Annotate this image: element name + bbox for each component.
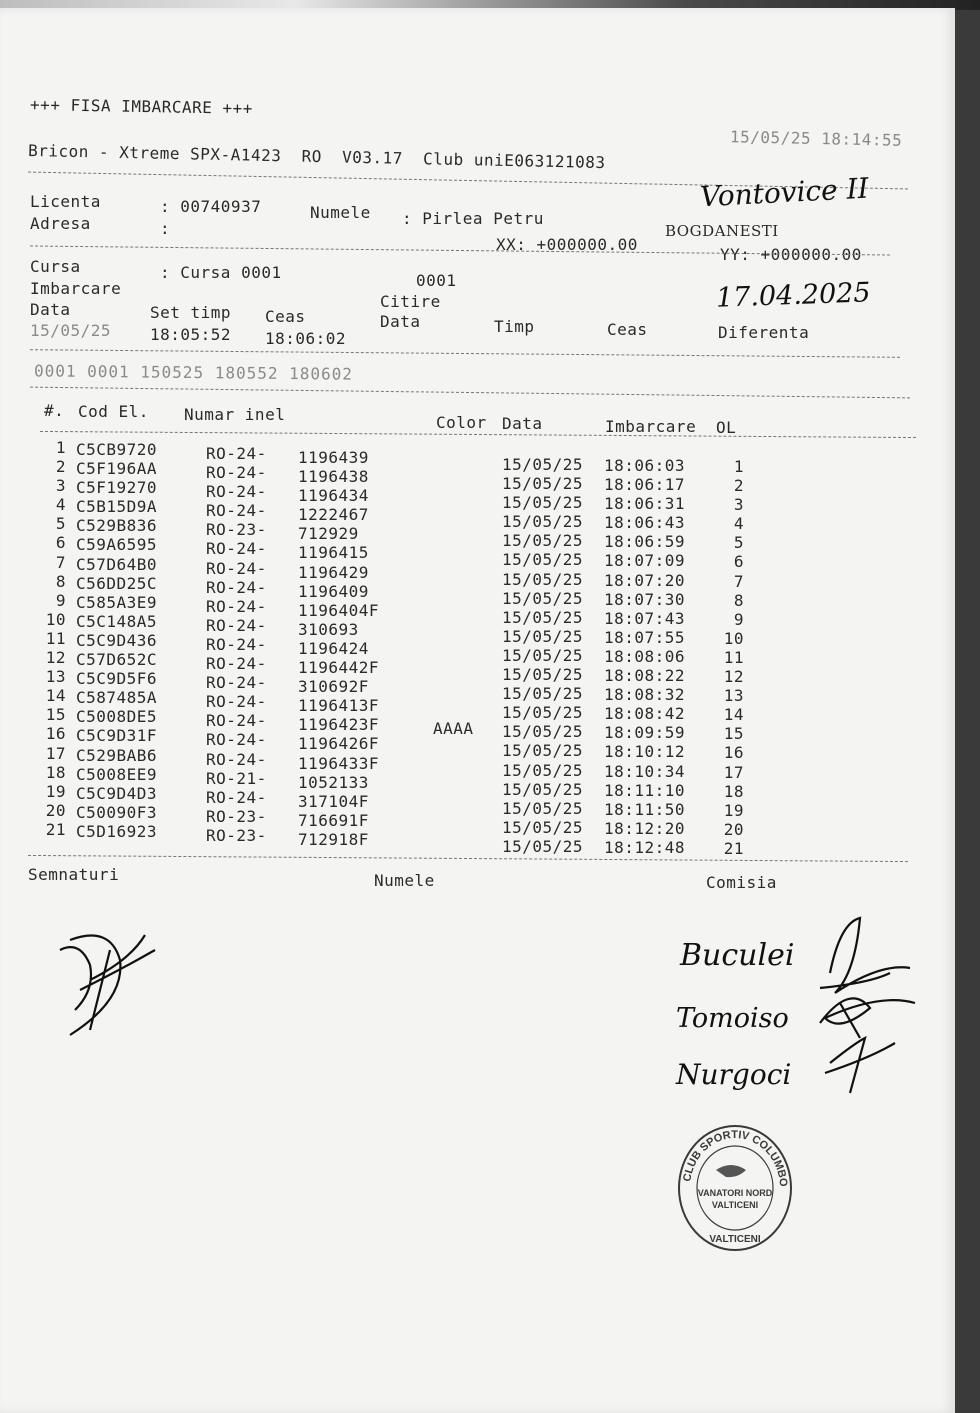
row-ol: 1: [733, 457, 744, 476]
row-imbarcare: 18:10:12: [604, 742, 686, 762]
row-prefix: RO-24-: [206, 634, 267, 654]
col-inel-header: Numar inel: [184, 405, 286, 424]
row-prefix: RO-24-: [206, 596, 267, 616]
row-imbarcare: 18:07:30: [604, 589, 686, 609]
document-title: +++ FISA IMBARCARE +++: [29, 95, 254, 118]
row-ol: 11: [723, 647, 744, 667]
row-ol: 6: [733, 552, 744, 572]
set-timp-label: Set timp: [150, 303, 232, 322]
row-inel: 1052133: [298, 772, 369, 792]
row-data: 15/05/25: [502, 779, 584, 799]
row-cod: C57D64B0: [76, 554, 158, 574]
row-cod: C585A3E9: [76, 592, 158, 612]
row-prefix: RO-23-: [206, 520, 267, 540]
row-inel: 1196438: [298, 467, 369, 487]
row-ol: 13: [723, 686, 744, 706]
row-inel: 1196424: [298, 638, 369, 658]
citire-data-label: Data: [380, 312, 421, 331]
row-inel: 1196426F: [298, 734, 380, 754]
row-inel: 310692F: [298, 677, 369, 697]
row-prefix: RO-24-: [206, 654, 267, 674]
row-ol: 20: [723, 819, 744, 839]
row-cod: C57D652C: [76, 650, 158, 670]
row-data: 15/05/25: [502, 645, 584, 665]
stamp-inner-text-2: VALTICENI: [711, 1200, 759, 1210]
handwritten-name: Vontovice II: [699, 171, 870, 214]
row-inel: 1196434: [298, 486, 369, 506]
row-cod: C50090F3: [76, 802, 158, 822]
row-ol: 21: [723, 838, 744, 858]
row-data: 15/05/25: [502, 550, 584, 570]
column-inel: [298, 448, 379, 849]
cursa-value: : Cursa 0001: [160, 263, 282, 282]
ceas2-label: Ceas: [607, 320, 648, 339]
citire-code: 0001: [416, 271, 457, 290]
row-nr: 13: [45, 667, 66, 687]
device-line: Bricon - Xtreme SPX-A1423 RO V03.17 Club uniE063121083: [27, 140, 606, 173]
row-prefix: RO-24-: [206, 673, 267, 693]
row-cod: C5C9D4D3: [76, 783, 158, 803]
citire-label: Citire: [380, 292, 441, 311]
row-prefix: RO-24-: [206, 539, 267, 559]
locality: BOGDANESTI: [665, 222, 779, 240]
row-ol: 4: [733, 514, 744, 534]
row-inel: 716691F: [298, 810, 369, 830]
row-prefix: RO-23-: [206, 806, 267, 826]
row-nr: 7: [55, 552, 66, 572]
data-label: Data: [30, 300, 71, 319]
row-imbarcare: 18:06:43: [604, 513, 686, 533]
row-cod: C5D16923: [76, 821, 158, 841]
row-data: 15/05/25: [502, 626, 584, 646]
column-nr: [40, 438, 66, 839]
row-cod: C5008EE9: [76, 764, 158, 784]
row-prefix: RO-24-: [206, 711, 267, 731]
divider: [40, 431, 916, 438]
row-imbarcare: 18:09:59: [604, 723, 686, 743]
row-cod: C5C9D5F6: [76, 669, 158, 689]
row-nr: 18: [45, 762, 66, 782]
col-nr-header: #.: [44, 401, 65, 420]
commission-signatures: [800, 913, 925, 1103]
row-cod: C529B836: [76, 516, 158, 536]
cursa-label: Cursa: [30, 257, 81, 276]
row-ol: 12: [723, 667, 744, 687]
row-imbarcare: 18:06:03: [604, 456, 686, 475]
row-nr: 17: [45, 743, 66, 763]
row-imbarcare: 18:07:09: [604, 551, 686, 571]
row-ol: 10: [723, 628, 744, 648]
stamp-bottom-text: VALTICENI: [709, 1234, 761, 1245]
row-imbarcare: 18:07:20: [604, 570, 686, 590]
row-imbarcare: 18:08:22: [604, 666, 686, 686]
column-cod: [76, 440, 157, 841]
row-cod: C587485A: [76, 688, 158, 708]
row-inel: 1196429: [298, 562, 369, 582]
row-prefix: RO-24-: [206, 558, 267, 578]
coord-yy: YY: +000000.00: [720, 245, 862, 264]
row-data: 15/05/25: [502, 455, 584, 474]
row-cod: C59A6595: [76, 535, 158, 555]
comisia-label: Comisia: [706, 873, 777, 892]
row-cod: C5F19270: [76, 478, 158, 498]
row-prefix: RO-24-: [206, 730, 267, 750]
column-imbarcare: [604, 456, 685, 857]
row-imbarcare: 18:07:43: [604, 608, 686, 628]
row-inel: 712929: [298, 524, 359, 544]
row-cod: C5C9D436: [76, 630, 158, 650]
row-prefix: RO-24-: [206, 787, 267, 807]
row-ol: 9: [733, 609, 744, 629]
licenta-value: : 00740937: [160, 197, 262, 216]
row-ol: 17: [723, 762, 744, 782]
commission-name-1: Buculei: [680, 938, 795, 973]
timp-label: Timp: [494, 317, 535, 336]
row-imbarcare: 18:06:17: [604, 475, 686, 495]
row-prefix: RO-24-: [206, 577, 267, 597]
row-cod: C5CB9720: [76, 440, 158, 459]
row-prefix: RO-24-: [206, 749, 267, 769]
row-nr: 3: [55, 476, 66, 496]
row-imbarcare: 18:12:20: [604, 818, 686, 838]
row-prefix: RO-24-: [206, 482, 267, 502]
commission-name-3: Nurgoci: [676, 1058, 792, 1091]
row-cod: C5C9D31F: [76, 726, 158, 746]
imbarcare-label: Imbarcare: [30, 279, 122, 298]
row-nr: 20: [45, 800, 66, 820]
row-inel: 712918F: [298, 829, 369, 849]
coord-xx: XX: +000000.00: [496, 235, 638, 254]
column-prefix: [206, 444, 267, 845]
row-data: 15/05/25: [502, 512, 584, 532]
semnaturi-label: Semnaturi: [28, 865, 120, 884]
divider: [28, 855, 908, 862]
col-color-header: Color: [436, 413, 487, 432]
row-nr: 1: [55, 438, 66, 457]
row-nr: 19: [45, 781, 66, 801]
row-nr: 16: [45, 724, 66, 744]
row-inel: 1196409: [298, 581, 369, 601]
row-nr: 10: [45, 609, 66, 629]
column-data: [502, 455, 583, 856]
row-data: 15/05/25: [502, 493, 584, 513]
row-data: 15/05/25: [502, 722, 584, 742]
row-data: 15/05/25: [502, 531, 584, 551]
row-data: 15/05/25: [502, 760, 584, 780]
row-prefix: RO-21-: [206, 768, 267, 788]
row-imbarcare: 18:08:42: [604, 704, 686, 724]
stamp-ring-text: CLUB SPORTIV COLUMBO: [681, 1128, 790, 1188]
row-imbarcare: 18:11:50: [604, 799, 686, 819]
numele-footer-label: Numele: [374, 871, 435, 890]
row-prefix: RO-23-: [206, 825, 267, 845]
row-ol: 16: [723, 743, 744, 763]
row-inel: 1196404F: [298, 600, 380, 620]
diferenta-label: Diferenta: [718, 323, 810, 342]
row-ol: 18: [723, 781, 744, 801]
row-prefix: RO-24-: [206, 501, 267, 521]
receipt-sheet: [0, 8, 955, 1413]
numele-label: Numele: [310, 203, 371, 222]
data-value: 15/05/25: [30, 321, 112, 340]
row-nr: 14: [45, 686, 66, 706]
row-data: 15/05/25: [502, 588, 584, 608]
row-imbarcare: 18:10:34: [604, 761, 686, 781]
col-cod-header: Cod El.: [78, 402, 149, 421]
row-data: 15/05/25: [502, 741, 584, 761]
row-inel: 1196439: [298, 448, 369, 467]
row-inel: 1196442F: [298, 658, 380, 678]
row-imbarcare: 18:11:10: [604, 780, 686, 800]
row-prefix: RO-24-: [206, 615, 267, 635]
row-cod: C5C148A5: [76, 611, 158, 631]
code-line: 0001 0001 150525 180552 180602: [33, 361, 354, 384]
divider: [30, 387, 910, 399]
row-ol: 14: [723, 705, 744, 725]
row-nr: 4: [55, 495, 66, 515]
row-inel: 317104F: [298, 791, 369, 811]
row-imbarcare: 18:08:06: [604, 646, 686, 666]
row-data: 15/05/25: [502, 607, 584, 627]
row-inel: 1222467: [298, 505, 369, 525]
row-ol: 5: [733, 533, 744, 553]
row-prefix: RO-24-: [206, 463, 267, 483]
col-imbarcare-header: Imbarcare: [605, 417, 697, 436]
row-inel: 310693: [298, 619, 359, 639]
row-inel: 1196433F: [298, 753, 380, 773]
print-timestamp: 15/05/25 18:14:55: [729, 127, 903, 150]
row-nr: 2: [55, 457, 66, 477]
ceas-label: Ceas: [265, 307, 306, 326]
row-imbarcare: 18:12:48: [604, 837, 686, 857]
signature-scribble: [50, 920, 160, 1045]
row-data: 15/05/25: [502, 817, 584, 837]
row-cod: C5B15D9A: [76, 497, 158, 517]
row-data: 15/05/25: [502, 798, 584, 818]
row-ol: 8: [733, 590, 744, 610]
row-cod: C56DD25C: [76, 573, 158, 593]
row-prefix: RO-24-: [206, 692, 267, 712]
row-cod: C5008DE5: [76, 707, 158, 727]
club-stamp: [676, 1122, 794, 1252]
row-data: 15/05/25: [502, 684, 584, 704]
row-nr: 15: [45, 705, 66, 725]
adresa-label: Adresa: [30, 214, 91, 233]
row-ol: 19: [723, 800, 744, 820]
row-data: 15/05/25: [502, 836, 584, 856]
row-cod: C529BAB6: [76, 745, 158, 765]
row-inel: 1196423F: [298, 715, 380, 735]
color-value: AAAA: [433, 719, 474, 738]
row-nr: 6: [55, 533, 66, 553]
divider: [30, 349, 900, 358]
row-nr: 12: [45, 648, 66, 668]
row-imbarcare: 18:08:32: [604, 685, 686, 705]
handwritten-date: 17.04.2025: [715, 277, 872, 314]
col-data-header: Data: [502, 414, 543, 433]
row-ol: 7: [733, 571, 744, 591]
row-ol: 2: [733, 476, 744, 496]
row-nr: 11: [45, 628, 66, 648]
ceas-value: 18:06:02: [265, 329, 347, 348]
col-ol-header: OL: [716, 418, 737, 437]
row-nr: 21: [45, 819, 66, 839]
row-imbarcare: 18:06:31: [604, 494, 686, 514]
row-nr: 5: [55, 514, 66, 534]
row-prefix: RO-24-: [206, 444, 267, 463]
row-inel: 1196413F: [298, 696, 380, 716]
row-nr: 9: [55, 590, 66, 610]
row-imbarcare: 18:06:59: [604, 532, 686, 552]
set-timp-value: 18:05:52: [150, 325, 232, 344]
row-data: 15/05/25: [502, 474, 584, 494]
numele-value: : Pirlea Petru: [402, 209, 544, 228]
stamp-inner-text-1: VANATORI NORD: [697, 1188, 773, 1198]
row-imbarcare: 18:07:55: [604, 627, 686, 647]
row-ol: 15: [723, 724, 744, 744]
row-nr: 8: [55, 571, 66, 591]
licenta-label: Licenta: [30, 192, 101, 211]
adresa-value: :: [160, 219, 171, 238]
row-data: 15/05/25: [502, 665, 584, 685]
row-ol: 3: [733, 495, 744, 515]
commission-name-2: Tomoiso: [676, 1003, 789, 1034]
row-data: 15/05/25: [502, 703, 584, 723]
row-data: 15/05/25: [502, 569, 584, 589]
column-ol: [716, 457, 744, 858]
row-cod: C5F196AA: [76, 459, 158, 479]
row-inel: 1196415: [298, 543, 369, 563]
